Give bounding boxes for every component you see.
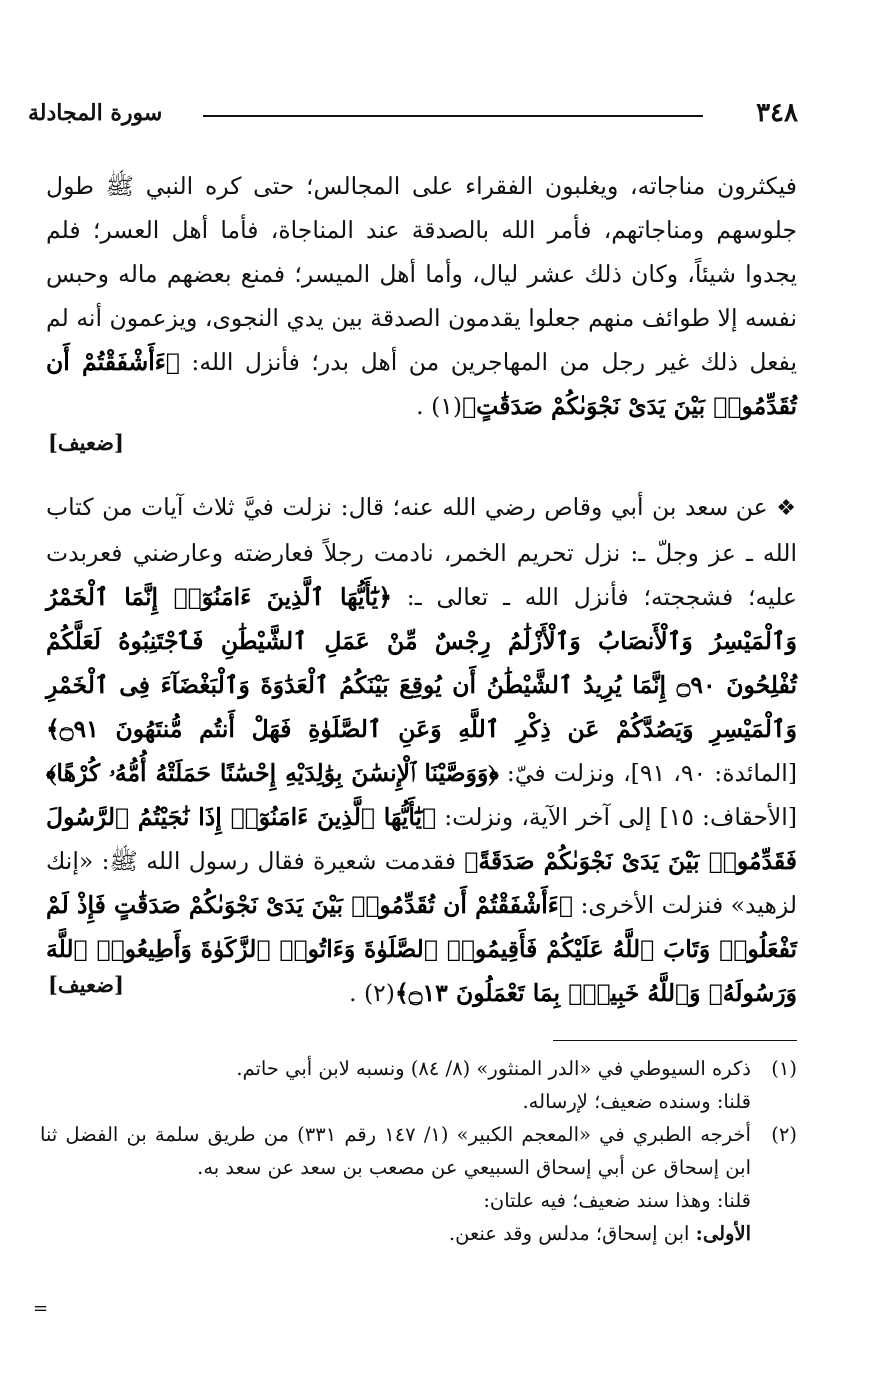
header-rule: [203, 115, 703, 117]
first-reason-label: الأولى:: [695, 1222, 751, 1245]
quran-verse-a: ﴿يَٰٓأَيُّهَا ٱلَّذِينَ ءَامَنُوٓا۟ إِنَّمَا ٱلْخَمْرُ وَٱلْمَيْسِرُ وَٱلْأَنصَابُ وَٱلْأَزْلَٰمُ رِجْسٌ مِّنْ عَمَلِ ٱلشَّيْطَٰنِ فَٱجْتَنِبُوهُ لَعَلَّكُمْ تُفْلِحُونَ ۝٩٠ إِنَّمَا يُرِيدُ ٱلشَّيْطَٰنُ أَن يُوقِعَ بَيْنَكُمُ ٱلْعَدَٰوَةَ وَٱلْبَغْضَآءَ فِى ٱلْخَمْرِ وَٱلْمَيْسِرِ وَيَصُدَّكُمْ عَن ذِكْرِ ٱللَّهِ وَعَنِ ٱلصَّلَوٰةِ فَهَلْ أَنتُم مُّنتَهُونَ ۝٩١﴾: [46, 583, 797, 743]
page-header: [28, 98, 798, 132]
paragraph-2-text-a: عن سعد بن أبي وقاص رضي الله عنه؛ قال: نزلت فيَّ ثلاث آيات من كتاب الله ـ عز وجلّ ـ: نزل تحريم الخمر، نادمت رجلاً فعارضته وعارضني فعربدت عليه؛ فشججته؛ فأنزل الله ـ تعالى ـ:: [46, 493, 797, 611]
hadith-grade-1: [ضعيف]: [48, 430, 124, 455]
paragraph-1-text: فيكثرون مناجاته، ويغلبون الفقراء على المجالس؛ حتى كره النبي ﷺ طول جلوسهم ومناجاتهم، فأمر الله بالصدقة عند المناجاة، فأما أهل العسر؛ فلم يجدوا شيئاً، وكان ذلك عشر ليال، وأما أهل الميسر؛ فمنع بعضهم ماله وحبس نفسه إلا طوائف منهم جعلوا يقدمون الصدقة بين يدي النجوى، ويزعمون أنه لم يفعل ذلك غير رجل من المهاجرين من أهل بدر؛ فأنزل الله:: [46, 172, 797, 376]
footnote-1-text: ذكره السيوطي في «الدر المنثور» (٨/ ٨٤) ونسبه لابن أبي حاتم.: [236, 1057, 751, 1080]
diamond-marker-icon: ❖: [776, 496, 797, 521]
footnote-1-comment: قلنا: وسنده ضعيف؛ لإرساله.: [522, 1090, 751, 1113]
footnote-ref-1: (١) .: [416, 392, 463, 420]
footnote-2-number: (٢): [771, 1123, 797, 1146]
footnote-2-text: أخرجه الطبري في «المعجم الكبير» (١/ ١٤٧ رقم ٣٣١) من طريق سلمة بن الفضل ثنا ابن إسحاق عن أبي إسحاق السبيعي عن مصعب بن سعد عن سعد به.: [40, 1123, 751, 1179]
footnote-1-number: (١): [771, 1057, 797, 1080]
footnote-2: [40, 1118, 797, 1184]
footnote-2-comment: قلنا: وهذا سند ضعيف؛ فيه علتان:: [483, 1189, 751, 1212]
footnote-2-first-reason: [40, 1217, 797, 1250]
quran-verse-b: ﴿وَوَصَّيْنَا ٱلْإِنسَٰنَ بِوَٰلِدَيْهِ إِحْسَٰنًا حَمَلَتْهُ أُمُّهُۥ كُرْهًا﴾: [46, 759, 499, 787]
footnote-1: [40, 1052, 797, 1085]
footnote-ref-2: (٢) .: [349, 979, 395, 1007]
hadith-grade-2: [ضعيف]: [48, 972, 124, 997]
paragraph-2-text-c: [الأحقاف: ١٥] إلى آخر الآية، ونزلت:: [436, 803, 797, 831]
footnote-separator: [553, 1040, 797, 1041]
surah-title: سورة المجادلة: [28, 100, 163, 126]
paragraph-1: [46, 164, 797, 428]
quran-verse-d: ﴿ءَأَشْفَقْتُمْ أَن تُقَدِّمُوا۟ بَيْنَ يَدَىْ نَجْوَىٰكُمْ صَدَقَٰتٍ فَإِذْ لَمْ تَفْعَلُوا۟ وَتَابَ ٱللَّهُ عَلَيْكُمْ فَأَقِيمُوا۟ ٱلصَّلَوٰةَ وَءَاتُوا۟ ٱلزَّكَوٰةَ وَأَطِيعُوا۟ ٱللَّهَ وَرَسُولَهُۥ وَٱللَّهُ خَبِيرٌۢ بِمَا تَعْمَلُونَ ۝١٣﴾: [46, 891, 797, 1007]
paragraph-2: [46, 485, 797, 1015]
paragraph-2-text-b: [المائدة: ٩٠، ٩١]، ونزلت فيّ:: [498, 759, 797, 787]
quran-verse: ﴿ءَأَشْفَقْتُمْ أَن تُقَدِّمُوا۟ بَيْنَ يَدَىْ نَجْوَىٰكُمْ صَدَقَٰتٍ﴾: [46, 348, 797, 420]
footnotes: [40, 1052, 797, 1250]
continuation-mark: =: [33, 1298, 49, 1319]
quran-verse-c: ﴿يَٰٓأَيُّهَا ٱلَّذِينَ ءَامَنُوٓا۟ إِذَا نَٰجَيْتُمُ ٱلرَّسُولَ فَقَدِّمُوا۟ بَيْنَ يَدَىْ نَجْوَىٰكُمْ صَدَقَةً﴾: [46, 803, 798, 875]
paragraph-2-text-d: فقدمت شعيرة فقال رسول الله ﷺ: «إنك لزهيد» فنزلت الأخرى:: [46, 847, 797, 919]
page-number: ٣٤٨: [756, 98, 798, 128]
first-reason-text: ابن إسحاق؛ مدلس وقد عنعن.: [448, 1222, 696, 1245]
